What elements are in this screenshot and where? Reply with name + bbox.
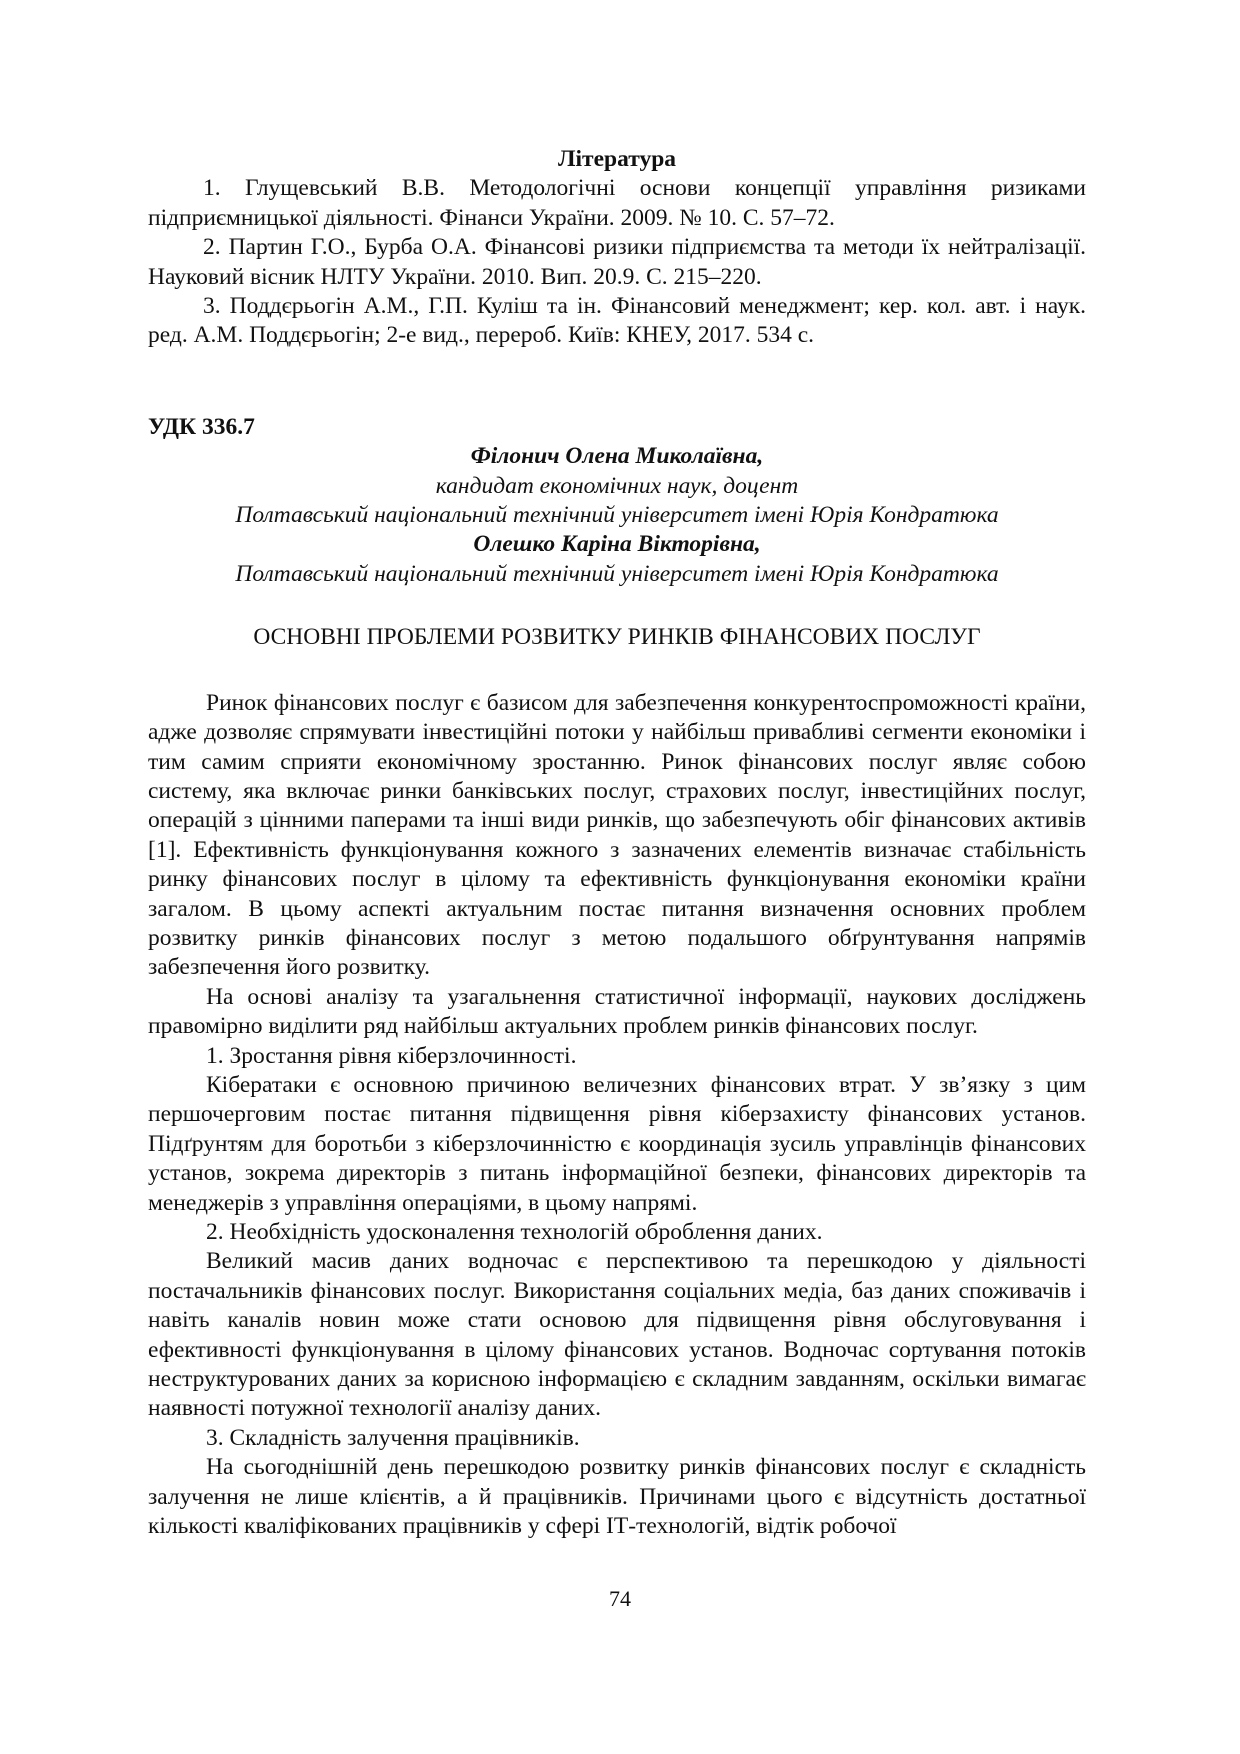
author-name: Олешко Каріна Вікторівна, xyxy=(473,531,761,558)
page-number: 74 xyxy=(609,1586,631,1611)
author-degree: кандидат економічних наук, доцент xyxy=(435,472,799,499)
reference-item: 3. Поддєрьогін А.М., Г.П. Куліш та ін. Фінансовий менеджмент; кер. кол. авт. і наук. ред. А.М. Поддєрьогін; 2-е вид., перероб. Київ: КНЕУ, 2017. 534 с. xyxy=(148,293,1086,349)
article-title: ОСНОВНІ ПРОБЛЕМИ РОЗВИТКУ РИНКІВ ФІНАНСОВИХ ПОСЛУГ xyxy=(253,624,981,651)
body-paragraph: На сьогоднішній день перешкодою розвитку ринків фінансових послуг є складність залучення не лише клієнтів, а й працівників. Причинами цього є відсутність достатньої кількості кваліфікованих працівників у сфері ІТ-технологій, відтік робочої xyxy=(148,1454,1086,1540)
body-paragraph: На основі аналізу та узагальнення статистичної інформації, наукових досліджень правомірно виділити ряд найбільш актуальних проблем ринків фінансових послуг. xyxy=(148,983,1086,1040)
list-heading: 1. Зростання рівня кіберзлочинності. xyxy=(206,1042,577,1069)
list-heading: 2. Необхідність удосконалення технологій оброблення даних. xyxy=(206,1219,823,1245)
author-name: Філонич Олена Миколаївна, xyxy=(470,443,764,470)
author-affiliation: Полтавський національний технічний університет імені Юрія Кондратюка xyxy=(235,560,999,587)
body-paragraph: Кібератаки є основною причиною величезних фінансових втрат. У зв’язку з цим першочерговим постає питання підвищення рівня кіберзахисту фінансових установ. Підґрунтям для боротьби з кіберзлочинністю є координація зусиль управлінців фінансових установ, зокрема директорів з питань інформаційної безпеки, фінансових директорів та менеджерів з управління операціями, в цьому напрямі. xyxy=(148,1071,1086,1216)
reference-item: 2. Партин Г.О., Бурба О.А. Фінансові ризики підприємства та методи їх нейтралізації. Науковий вісник НЛТУ України. 2010. Вип. 20.9. С. 215–220. xyxy=(148,234,1086,290)
article-body xyxy=(148,689,1086,1542)
references-heading: Література xyxy=(557,146,677,172)
references-section xyxy=(148,145,1086,351)
page-content xyxy=(148,145,1086,1541)
author-affiliation: Полтавський національний технічний університет імені Юрія Кондратюка xyxy=(235,502,999,529)
reference-item: 1. Глущевський В.В. Методологічні основи концепції управління ризиками підприємницької діяльності. Фінанси України. 2009. № 10. С. 57–72. xyxy=(148,175,1086,231)
list-heading: 3. Складність залучення працівників. xyxy=(206,1424,580,1451)
authors-block xyxy=(148,442,1086,589)
udk-code: УДК 336.7 xyxy=(148,413,255,440)
body-paragraph: Великий масив даних водночас є перспективою та перешкодою у діяльності постачальників фінансових послуг. Використання соціальних медіа, баз даних споживачів і навіть каналів новин може стати основою для підвищення рівня обслуговування і ефективності функціонування в цілому фінансових установ. Водночас сортування потоків неструктурованих даних за корисною інформацією є складним завданням, оскільки вимагає наявності потужної технології аналізу даних. xyxy=(148,1248,1086,1422)
body-paragraph: Ринок фінансових послуг є базисом для забезпечення конкурентоспроможності країни, адже дозволяє спрямувати інвестиційні потоки у найбільш привабливі сегменти економіки і тим самим сприяти економічному зростанню. Ринок фінансових послуг являє собою систему, яка включає ринки банківських послуг, страхових послуг, інвестиційних послуг, операцій з цінними паперами та інші види ринків, що забезпечують обіг фінансових активів [1]. Ефективність функціонування кожного з зазначених елементів визначає стабільність ринку фінансових послуг в цілому та ефективність функціонування економіки країни загалом. В цьому аспекті актуальним постає питання визначення основних проблем розвитку ринків фінансових послуг з метою подальшого обґрунтування напрямів забезпечення його розвитку. xyxy=(148,689,1086,981)
